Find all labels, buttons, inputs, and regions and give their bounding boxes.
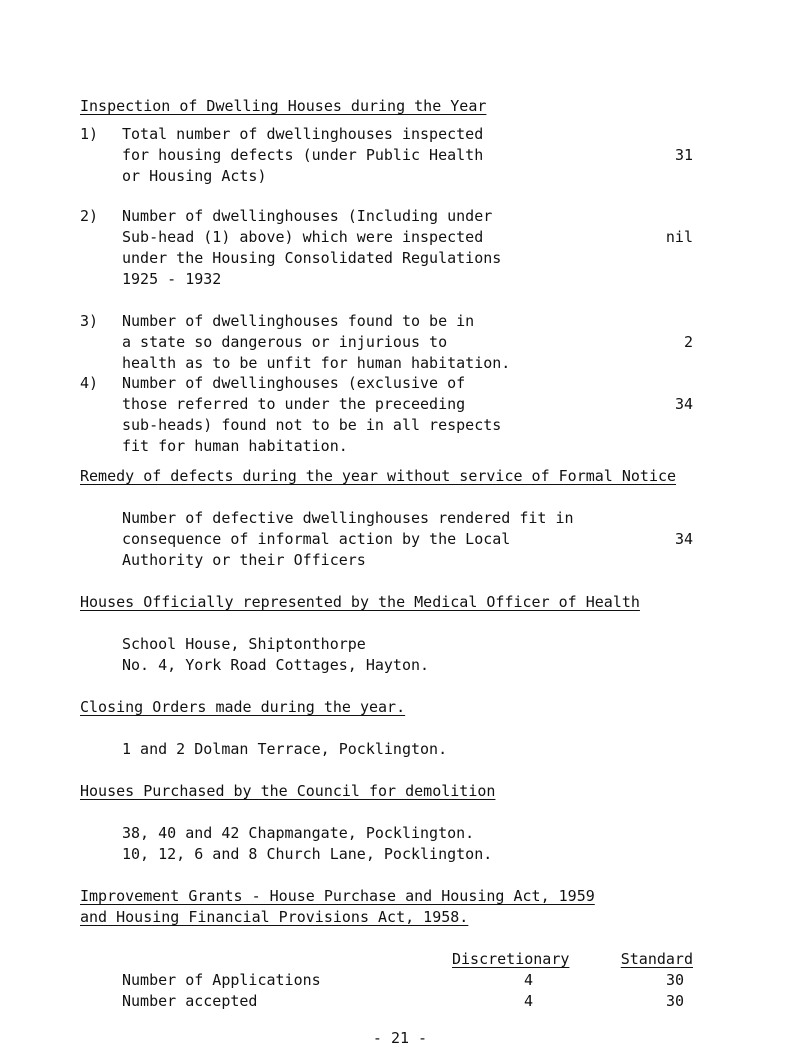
represented-line: School House, Shiptonthorpe (122, 635, 366, 653)
item-number: 2) (80, 207, 99, 225)
item-text: Total number of dwellinghouses inspected for housing defects (under Public Health or Housing Acts) (122, 125, 484, 185)
item-text: Number of dwellinghouses found to be in a state so dangerous or injurious to health as to be unfit for human habitation. (122, 312, 511, 372)
grants-heading-line2: and Housing Financial Provisions Act, 1958. (80, 908, 469, 926)
represented-line: No. 4, York Road Cottages, Hayton. (122, 656, 430, 674)
table-cell-standard: 30 (666, 971, 685, 989)
purchased-line: 38, 40 and 42 Chapmangate, Pocklington. (122, 824, 475, 842)
inspection-heading: Inspection of Dwelling Houses during the Year (80, 97, 487, 115)
item-text: Number of dwellinghouses (exclusive of those referred to under the preceeding sub-heads) found not to be in all respects fit for human habitation. (122, 374, 502, 455)
grants-heading-line1: Improvement Grants - House Purchase and Housing Act, 1959 (80, 887, 595, 905)
item-value: 34 (674, 395, 693, 413)
item-text: Number of dwellinghouses (Including under Sub-head (1) above) which were inspected under the Housing Consolidated Regulations 1925 - 1932 (122, 207, 502, 288)
table-row-label: Number accepted (122, 992, 258, 1010)
item-number: 1) (80, 125, 99, 143)
remedy-value: 34 (674, 530, 693, 548)
represented-heading: Houses Officially represented by the Medical Officer of Health (80, 593, 640, 611)
closing-heading: Closing Orders made during the year. (80, 698, 406, 716)
column-header-discretionary: Discretionary (452, 950, 570, 968)
item-number: 3) (80, 312, 99, 330)
item-value: 31 (674, 146, 693, 164)
table-row-label: Number of Applications (122, 971, 321, 989)
item-number: 4) (80, 374, 99, 392)
remedy-text: Number of defective dwellinghouses rendered fit in consequence of informal action by the Local Authority or their Officers (122, 509, 574, 569)
column-header-standard: Standard (620, 950, 693, 968)
remedy-heading: Remedy of defects during the year without service of Formal Notice (80, 467, 677, 485)
page-number: - 21 - (372, 1029, 428, 1047)
item-value: 2 (683, 333, 693, 351)
item-value: nil (665, 228, 693, 246)
table-cell-discretionary: 4 (524, 971, 534, 989)
purchased-heading: Houses Purchased by the Council for demolition (80, 782, 496, 800)
table-cell-standard: 30 (666, 992, 685, 1010)
closing-line: 1 and 2 Dolman Terrace, Pocklington. (122, 740, 448, 758)
purchased-line: 10, 12, 6 and 8 Church Lane, Pocklington. (122, 845, 493, 863)
table-cell-discretionary: 4 (524, 992, 534, 1010)
